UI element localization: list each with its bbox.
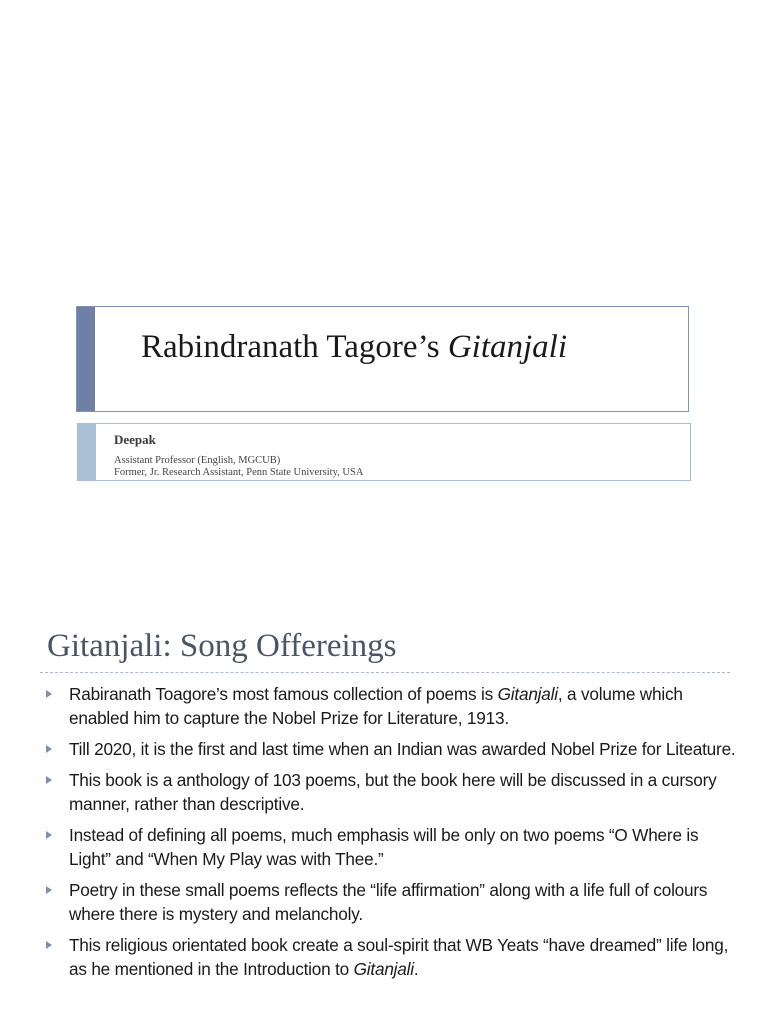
bullet-item bbox=[46, 682, 736, 730]
bullet-text: Till 2020, it is the first and last time when an Indian was awarded Nobel Prize for Liteature. bbox=[69, 739, 736, 759]
author-box bbox=[77, 423, 691, 481]
triangle-bullet-icon bbox=[46, 886, 52, 894]
triangle-bullet-icon bbox=[46, 776, 52, 784]
bullet-item bbox=[46, 823, 736, 871]
bullet-item bbox=[46, 878, 736, 926]
heading-divider bbox=[40, 672, 730, 673]
bullet-text: Poetry in these small poems reflects the “life affirmation” along with a life full of colours where there is mystery and melancholy. bbox=[69, 880, 708, 924]
triangle-bullet-icon bbox=[46, 745, 52, 753]
triangle-bullet-icon bbox=[46, 831, 52, 839]
title-prefix: Rabindranath Tagore’s bbox=[141, 329, 440, 365]
bullet-item bbox=[46, 737, 736, 761]
bullet-item bbox=[46, 933, 736, 981]
title-italic: Gitanjali bbox=[447, 329, 568, 365]
bullet-text-after: . bbox=[413, 959, 419, 979]
slide-title bbox=[141, 329, 567, 366]
author-accent-bar bbox=[78, 424, 96, 480]
bullet-text: Rabiranath Toagore’s most famous collection of poems is bbox=[69, 684, 498, 704]
bullet-text-after: , a volume which enabled him to capture the Nobel Prize for Literature, 1913. bbox=[69, 684, 683, 728]
bullet-item bbox=[46, 768, 736, 816]
triangle-bullet-icon bbox=[46, 690, 52, 698]
slide-heading: Gitanjali: Song Offereings bbox=[47, 628, 397, 664]
bullet-text: This book is a anthology of 103 poems, but the book here will be discussed in a cursory manner, rather than descriptive. bbox=[69, 770, 717, 814]
bullet-text: Instead of defining all poems, much emphasis will be only on two poems “O Where is Light” and “When My Play was with Thee.” bbox=[69, 825, 699, 869]
author-former-position: Former, Jr. Research Assistant, Penn State University, USA bbox=[114, 467, 364, 478]
title-box bbox=[76, 306, 689, 412]
author-name: Deepak bbox=[114, 432, 156, 447]
triangle-bullet-icon bbox=[46, 941, 52, 949]
bullet-list bbox=[46, 682, 736, 988]
bullet-italic: Gitanjali bbox=[497, 684, 558, 704]
bullet-italic: Gitanjali bbox=[353, 959, 414, 979]
author-position: Assistant Professor (English, MGCUB) bbox=[114, 455, 281, 466]
bullet-text: This religious orientated book create a soul-spirit that WB Yeats “have dreamed” life long, as he mentioned in the Introduction to bbox=[69, 935, 729, 979]
title-accent-bar bbox=[77, 307, 95, 411]
